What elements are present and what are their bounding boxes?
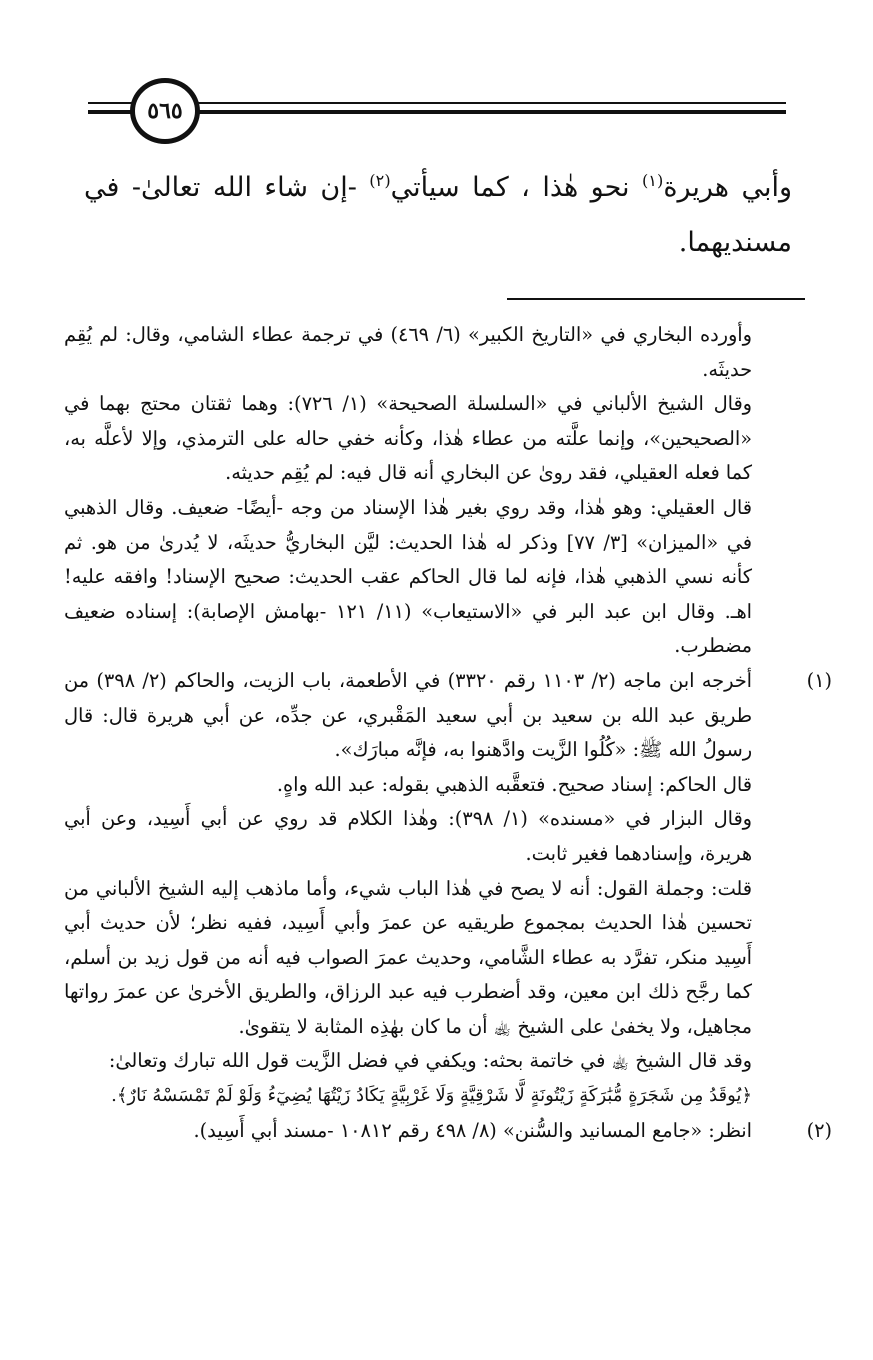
note-paragraph-2: وقال الشيخ الألباني في «السلسلة الصحيحة» (١/ ٧٢٦): وهما ثقتان محتج بهما في «الصحيحين»، وإنما علَّته من عطاء هٰذا، وكأنه خفي حاله على الترمذي، وإلا لأعلَّه به، كما فعله العقيلي، فقد روىٰ عن البخاري أنه قال فيه: لم يُقِم حديثه. [64,392,752,485]
footnotes [64,318,832,1148]
footnote-1 [64,664,832,768]
note-paragraph-6: قلت: وجملة القول: أنه لا يصح في هٰذا الباب شيء، وأما ماذهب إليه الشيخ الألباني من تحسين هٰذا الحديث بمجموع طريقيه عن عمرَ وأبي أَسِيد، ففيه نظر؛ لأن حديث أبي أَسِيد منكر، تفرَّد به عطاء الشَّامي، وحديث عمرَ الصواب فيه أنه من قول زيد بن أسلم، كما رجَّح ذلك ابن معين، وقد أضطرب فيه عبد الرزاق، والطريق الأخرىٰ عن عمرَ رواتها مجاهيل، ولا يخفىٰ على الشيخ ﵀ أن ما كان بهٰذِه المثابة لا يتقوىٰ. [64,876,752,1038]
footnote-ref-1[interactable]: (١) [641,171,664,190]
note-paragraph-5: وقال البزار في «مسنده» (١/ ٣٩٨): وهٰذا الكلام قد روي عن أبي أَسِيد، وعن أبي هريرة، وإسنادهما فغير ثابت. [64,807,752,865]
footnote-1-text: أخرجه ابن ماجه (٢/ ١١٠٣ رقم ٣٣٢٠) في الأطعمة، باب الزيت، والحاكم (٢/ ٣٩٨) من طريق عبد الله بن سعيد بن أبي سعيد المَقْبري، عن جدِّه، عن أبي هريرة قال: قال رسولُ الله ﷺ: «كُلُوا الزَّيت وادَّهنوا به، فإنَّه مبارَك». [64,668,752,762]
main-text-part2: نحو هٰذا ، كما سيأتي [390,172,642,203]
note-paragraph-3: قال العقيلي: وهو هٰذا، وقد روي بغير هٰذا الإسناد من وجه -أيضًا- ضعيف. وقال الذهبي في «الميزان» [٣/ ٧٧] وذكر له هٰذا الحديث: ليَّن البخاريُّ حديثَه، لا يُدرىٰ من هو. ثم كأنه نسي الذهبي هٰذا، فإنه لما قال الحاكم عقب الحديث: صحيح الإسناد! وافقه عليه! اهـ. وقال ابن عبد البر في «الاستيعاب» (١١/ ١٢١ -بهامش الإصابة): إسناده ضعيف مضطرب. [64,495,752,658]
footnote-separator [507,298,805,300]
note-paragraph-1: وأورده البخاري في «التاريخ الكبير» (٦/ ٤٦٩) في ترجمة عطاء الشامي، وقال: لم يُقِم حديثَه. [64,323,752,381]
main-text [84,160,792,270]
main-text-part1: وأبي هريرة [663,172,793,203]
quran-verse: ﴿يُوقَدُ مِن شَجَرَةٍ مُّبَٰرَكَةٍ زَيْتُونَةٍ لَّا شَرْقِيَّةٍ وَلَا غَرْبِيَّةٍ يَكَادُ زَيْتُهَا يُضِيٓءُ وَلَوْ لَمْ تَمْسَسْهُ نَارٌ﴾. [111,1085,752,1107]
footnote-ref-2[interactable]: (٢) [369,171,391,190]
page-number: ٥٦٥ [147,98,183,124]
page-number-badge [130,78,200,144]
footnote-2-text: انظر: «جامع المسانيد والسُّنن» (٨/ ٤٩٨ رقم ١٠٨١٢ -مسند أبي أَسِيد). [193,1118,752,1142]
note-paragraph-4: قال الحاكم: إسناد صحيح. فتعقَّبه الذهبي بقوله: عبد الله واهٍ. [276,772,752,796]
page-header [88,78,786,138]
note-paragraph-7: وقد قال الشيخ ﵀ في خاتمة بحثه: ويكفي في فضل الزَّيت قول الله تبارك وتعالىٰ: [108,1049,752,1073]
main-text-part3: -إن شاء الله تعالىٰ- في مسنديهما. [84,172,792,258]
footnote-2 [64,1114,832,1149]
footnote-2-number: (٢) [806,1118,832,1142]
footnote-1-number: (١) [806,668,832,692]
